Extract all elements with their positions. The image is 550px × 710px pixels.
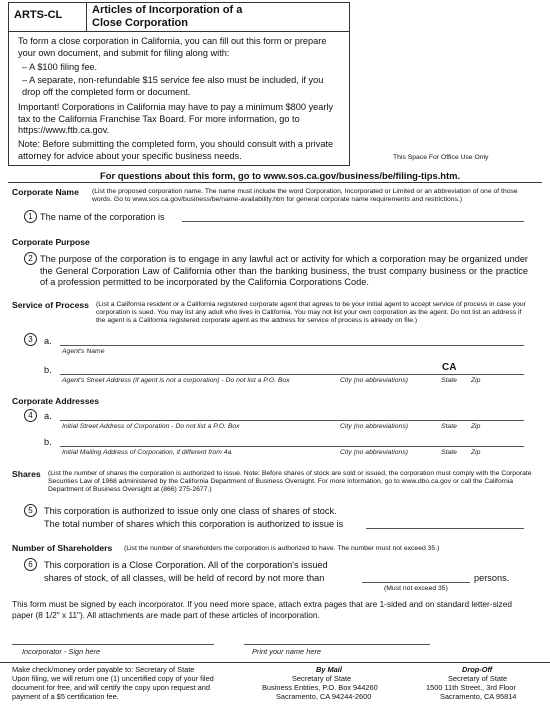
item-5-marker: 5 [24, 504, 37, 517]
form-code: ARTS-CL [14, 9, 63, 21]
item-4a-label: a. [44, 411, 52, 421]
shares-heading: Shares [12, 469, 41, 479]
footer-divider [0, 662, 550, 663]
initial-street-label: Initial Street Address of Corporation - Do not list a P.O. Box [62, 423, 240, 430]
drop-off-title: Drop-Off [462, 665, 493, 674]
intro-bullet-service: – A separate, non-refundable $15 service fee also must be included, if you drop off the completed form or document. [22, 75, 324, 97]
shareholders-heading: Number of Shareholders [12, 543, 113, 553]
drop-off-line2: 1500 11th Street., 3rd Floor [426, 683, 516, 692]
service-of-process-instructions: (List a California resident or a California registered corporate agent that agrees to be your initial agent to accept service of process in case your corporation is sued. You may list any adult who lives in California. You may not list your own corporation as the agent. Do not list an address if the agent is a California registered corporate agent as the address for service of process is already on file.) [96, 301, 526, 324]
agent-zip-label: Zip [471, 377, 481, 384]
shareholders-line2: shares of stock, of all classes, will be held of record by not more than [44, 573, 325, 583]
agent-city-label: City (no abbreviations) [340, 377, 408, 384]
intro-important: Important! Corporations in California may have to pay a minimum $800 yearly tax to the California Franchise Tax Board. For more information, go to https://www.ftb.ca.gov. [18, 102, 334, 135]
shareholders-instructions: (List the number of shareholders the corporation is authorized to have. The number must not exceed 35.) [124, 545, 440, 552]
form-title-line1: Articles of Incorporation of a [92, 4, 243, 16]
shares-line1: This corporation is authorized to issue only one class of shares of stock. [44, 506, 337, 516]
item-2-marker: 2 [24, 252, 37, 265]
shares-line2: The total number of shares which this corporation is authorized to issue is [44, 519, 344, 529]
agent-state-label: State [441, 377, 457, 384]
corporate-addresses-heading: Corporate Addresses [12, 396, 100, 406]
intro-bullet-fee: – A $100 filing fee. [22, 62, 98, 72]
mailing-state-label: State [441, 449, 457, 456]
corporate-name-instructions: (List the proposed corporation name. The name must include the word Corporation, Incorporated or Limited or an abbreviation of one of those words. Go to www.sos.ca.gov/business/be/name-availability.htm for general corporate name requirements and restrictions.) [92, 188, 518, 203]
header-divider [86, 2, 87, 31]
corporate-name-heading: Corporate Name [12, 187, 79, 197]
corporate-name-field[interactable] [182, 221, 524, 222]
item-4b-label: b. [44, 437, 52, 447]
agent-state-value: CA [442, 362, 457, 373]
corporate-name-label: The name of the corporation is [40, 212, 165, 222]
intro-text: To form a close corporation in California, you can fill out this form or prepare your own document, and submit for filing along with: [18, 36, 327, 58]
intro-note: Note: Before submitting the completed form, you should consult with a private attorney for advice about your specific business needs. [18, 139, 334, 161]
initial-street-field[interactable] [60, 420, 524, 421]
item-3-marker: 3 [24, 333, 37, 346]
item-3a-label: a. [44, 336, 52, 346]
street-city-label: City (no abbreviations) [340, 423, 408, 430]
agent-address-field[interactable] [60, 374, 524, 375]
incorporator-print-label: Print your name here [252, 647, 322, 656]
by-mail-title: By Mail [316, 665, 342, 674]
shares-count-field[interactable] [366, 528, 524, 529]
agent-name-label: Agent's Name [62, 348, 105, 355]
incorporator-signature-field[interactable] [12, 644, 214, 645]
questions-line[interactable]: For questions about this form, go to www.sos.ca.gov/business/be/filing-tips.htm. [100, 170, 461, 181]
incorporator-print-field[interactable] [244, 644, 430, 645]
divider [8, 182, 542, 183]
mailing-zip-label: Zip [471, 449, 481, 456]
footer-upon-filing: Upon filing, we will return one (1) uncertified copy of your filed document for free, and will certify the copy upon request and payment of a $5 certification fee. [12, 674, 214, 701]
corporate-purpose-heading: Corporate Purpose [12, 237, 90, 247]
office-use-label: This Space For Office Use Only [393, 154, 489, 161]
initial-mailing-field[interactable] [60, 446, 524, 447]
initial-mailing-label: Initial Mailing Address of Corporation, if different from 4a [62, 449, 232, 456]
footer-payable: Make check/money order payable to: Secretary of State [12, 665, 195, 674]
item-3b-label: b. [44, 365, 52, 375]
drop-off-line1: Secretary of State [448, 674, 508, 683]
agent-address-label: Agent's Street Address (if agent is not a corporation) - Do not list a P.O. Box [62, 377, 290, 384]
form-title-line2: Close Corporation [92, 17, 188, 29]
shareholders-line1: This corporation is a Close Corporation. All of the corporation's issued [44, 560, 328, 570]
street-zip-label: Zip [471, 423, 481, 430]
item-1-marker: 1 [24, 210, 37, 223]
service-of-process-heading: Service of Process [12, 300, 89, 310]
item-4-marker: 4 [24, 409, 37, 422]
street-state-label: State [441, 423, 457, 430]
shareholders-count-field[interactable] [362, 582, 470, 583]
signature-instructions: This form must be signed by each incorporator. If you need more space, attach extra pages that are 1-sided and on standard letter-sized paper (8 1/2" x 11"). All attachments are made part of these articles of incorporation. [12, 599, 512, 620]
item-6-marker: 6 [24, 558, 37, 571]
corporate-purpose-text: The purpose of the corporation is to engage in any lawful act or activity for which a corporation may be organized under the General Corporation Law of California other than the banking business, the trust company business or the practice of a profession permitted to be incorporated by the California Corporations Code. [40, 254, 528, 287]
by-mail-line1: Secretary of State [292, 674, 352, 683]
mailing-city-label: City (no abbreviations) [340, 449, 408, 456]
drop-off-line3: Sacramento, CA 95814 [440, 692, 517, 701]
by-mail-line2: Business Entities, P.O. Box 944260 [262, 683, 378, 692]
persons-label: persons. [474, 573, 510, 583]
shares-instructions: (List the number of shares the corporation is authorized to issue. Note: Before shares of stock are sold or issued, the corporation must comply with the Corporate Securities Law of 1968 administered by the California Department of Business Oversight. For more information, go to www.dbo.ca.gov or call the California Department of Business Oversight at (866) 275-2677.) [48, 470, 532, 493]
agent-name-field[interactable] [60, 345, 524, 346]
must-not-exceed-label: (Must not exceed 35) [384, 585, 448, 592]
incorporator-signature-label: Incorporator - Sign here [22, 647, 101, 656]
by-mail-line3: Sacramento, CA 94244-2600 [276, 692, 372, 701]
